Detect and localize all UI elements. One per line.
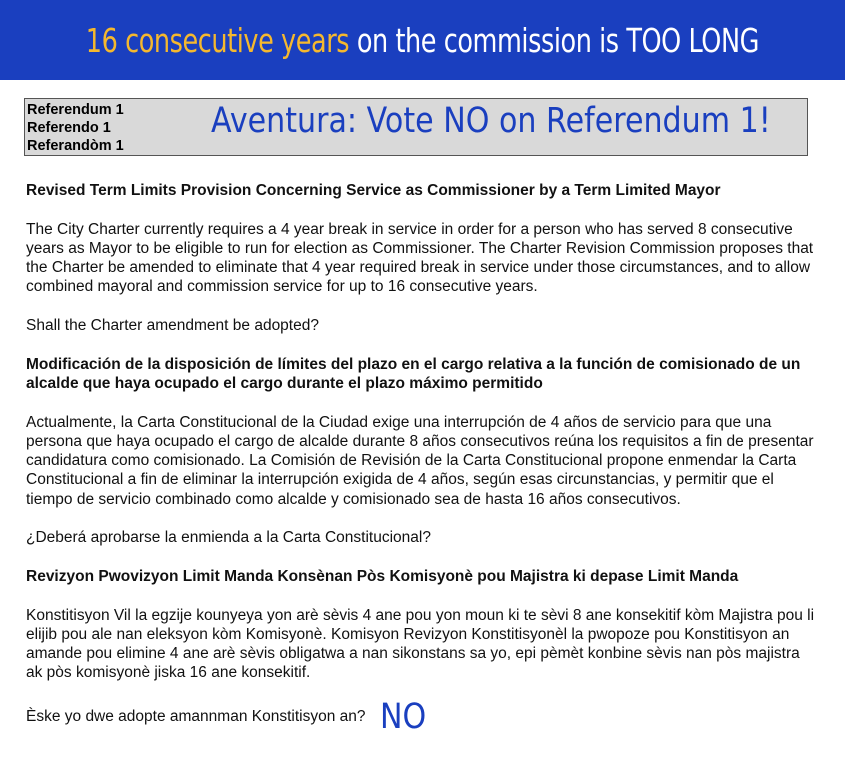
vote-no-mark: NO [379, 697, 426, 738]
spanish-heading: Modificación de la disposición de límites del plazo en el cargo relativa a la función de comisionado de un alcalde que haya ocupado el cargo durante el plazo máximo permitido [26, 355, 801, 392]
referendum-label-ht: Referandòm 1 [27, 138, 124, 154]
referendum-label-en: Referendum 1 [27, 102, 124, 118]
english-heading: Revised Term Limits Provision Concerning Service as Commissioner by a Term Limited Mayor [26, 182, 721, 199]
referendum-box [24, 98, 808, 156]
referendum-title: Aventura: Vote NO on Referendum 1! [211, 101, 771, 141]
creole-question-row [26, 697, 816, 738]
english-body: The City Charter currently requires a 4 year break in service in order for a person who has served 8 consecutive years as Mayor to be eligible to run for election as Commissioner. The Charter Revision Commission proposes that the Charter be amended to eliminate that 4 year required break in service under those circumstances, and to allow combined mayoral and commission service for up to 16 consecutive years. [26, 220, 814, 296]
creole-heading: Revizyon Pwovizyon Limit Manda Konsènan Pòs Komisyonè pou Majistra ki depase Limit Manda [26, 567, 739, 585]
banner-headline [86, 21, 759, 60]
spanish-question: ¿Deberá aprobarse la enmienda a la Carta Constitucional? [26, 529, 431, 547]
referendum-label-es: Referendo 1 [27, 120, 111, 136]
spanish-body: Actualmente, la Carta Constitucional de la Ciudad exige una interrupción de 4 años de servicio para que una persona que haya ocupado el cargo de alcalde durante 8 años consecutivos reúna los requisitos a fin de presentar candidatura como comisionado. La Comisión de Revisión de la Carta Constitucional propone enmendar la Carta Constitucional a fin de eliminar la interrupción exigida de 4 años, según esas circunstancias, y permitir que el tiempo de servicio combinado como alcalde y comisionado sea de hasta 16 años consecutivos. [26, 413, 814, 508]
creole-body: Konstitisyon Vil la egzije kounyeya yon arè sèvis 4 ane pou yon moun ki te sèvi 8 ane konsekitif kòm Majistra pou li elijib pou ale nan eleksyon kòm Komisyonè. Komisyon Revizyon Konstitisyonèl la pwopoze pou Konstitisyon an amande pou elimine 4 ane arè sèvis obligatwa a nan sikonstans sa yo, epi pèmèt konbine sèvis nan pòs majistra ak pòs komisyonè jiska 16 ane konsekitif. [26, 606, 815, 682]
banner-rest: on the commission is TOO LONG [356, 20, 760, 60]
creole-question: Èske yo dwe adopte amannman Konstitisyon an? [26, 708, 366, 726]
banner-highlight: 16 consecutive years [85, 20, 350, 60]
english-question: Shall the Charter amendment be adopted? [26, 317, 319, 335]
ballot-text [26, 181, 816, 738]
referendum-labels [27, 101, 124, 155]
header-banner [0, 0, 845, 80]
